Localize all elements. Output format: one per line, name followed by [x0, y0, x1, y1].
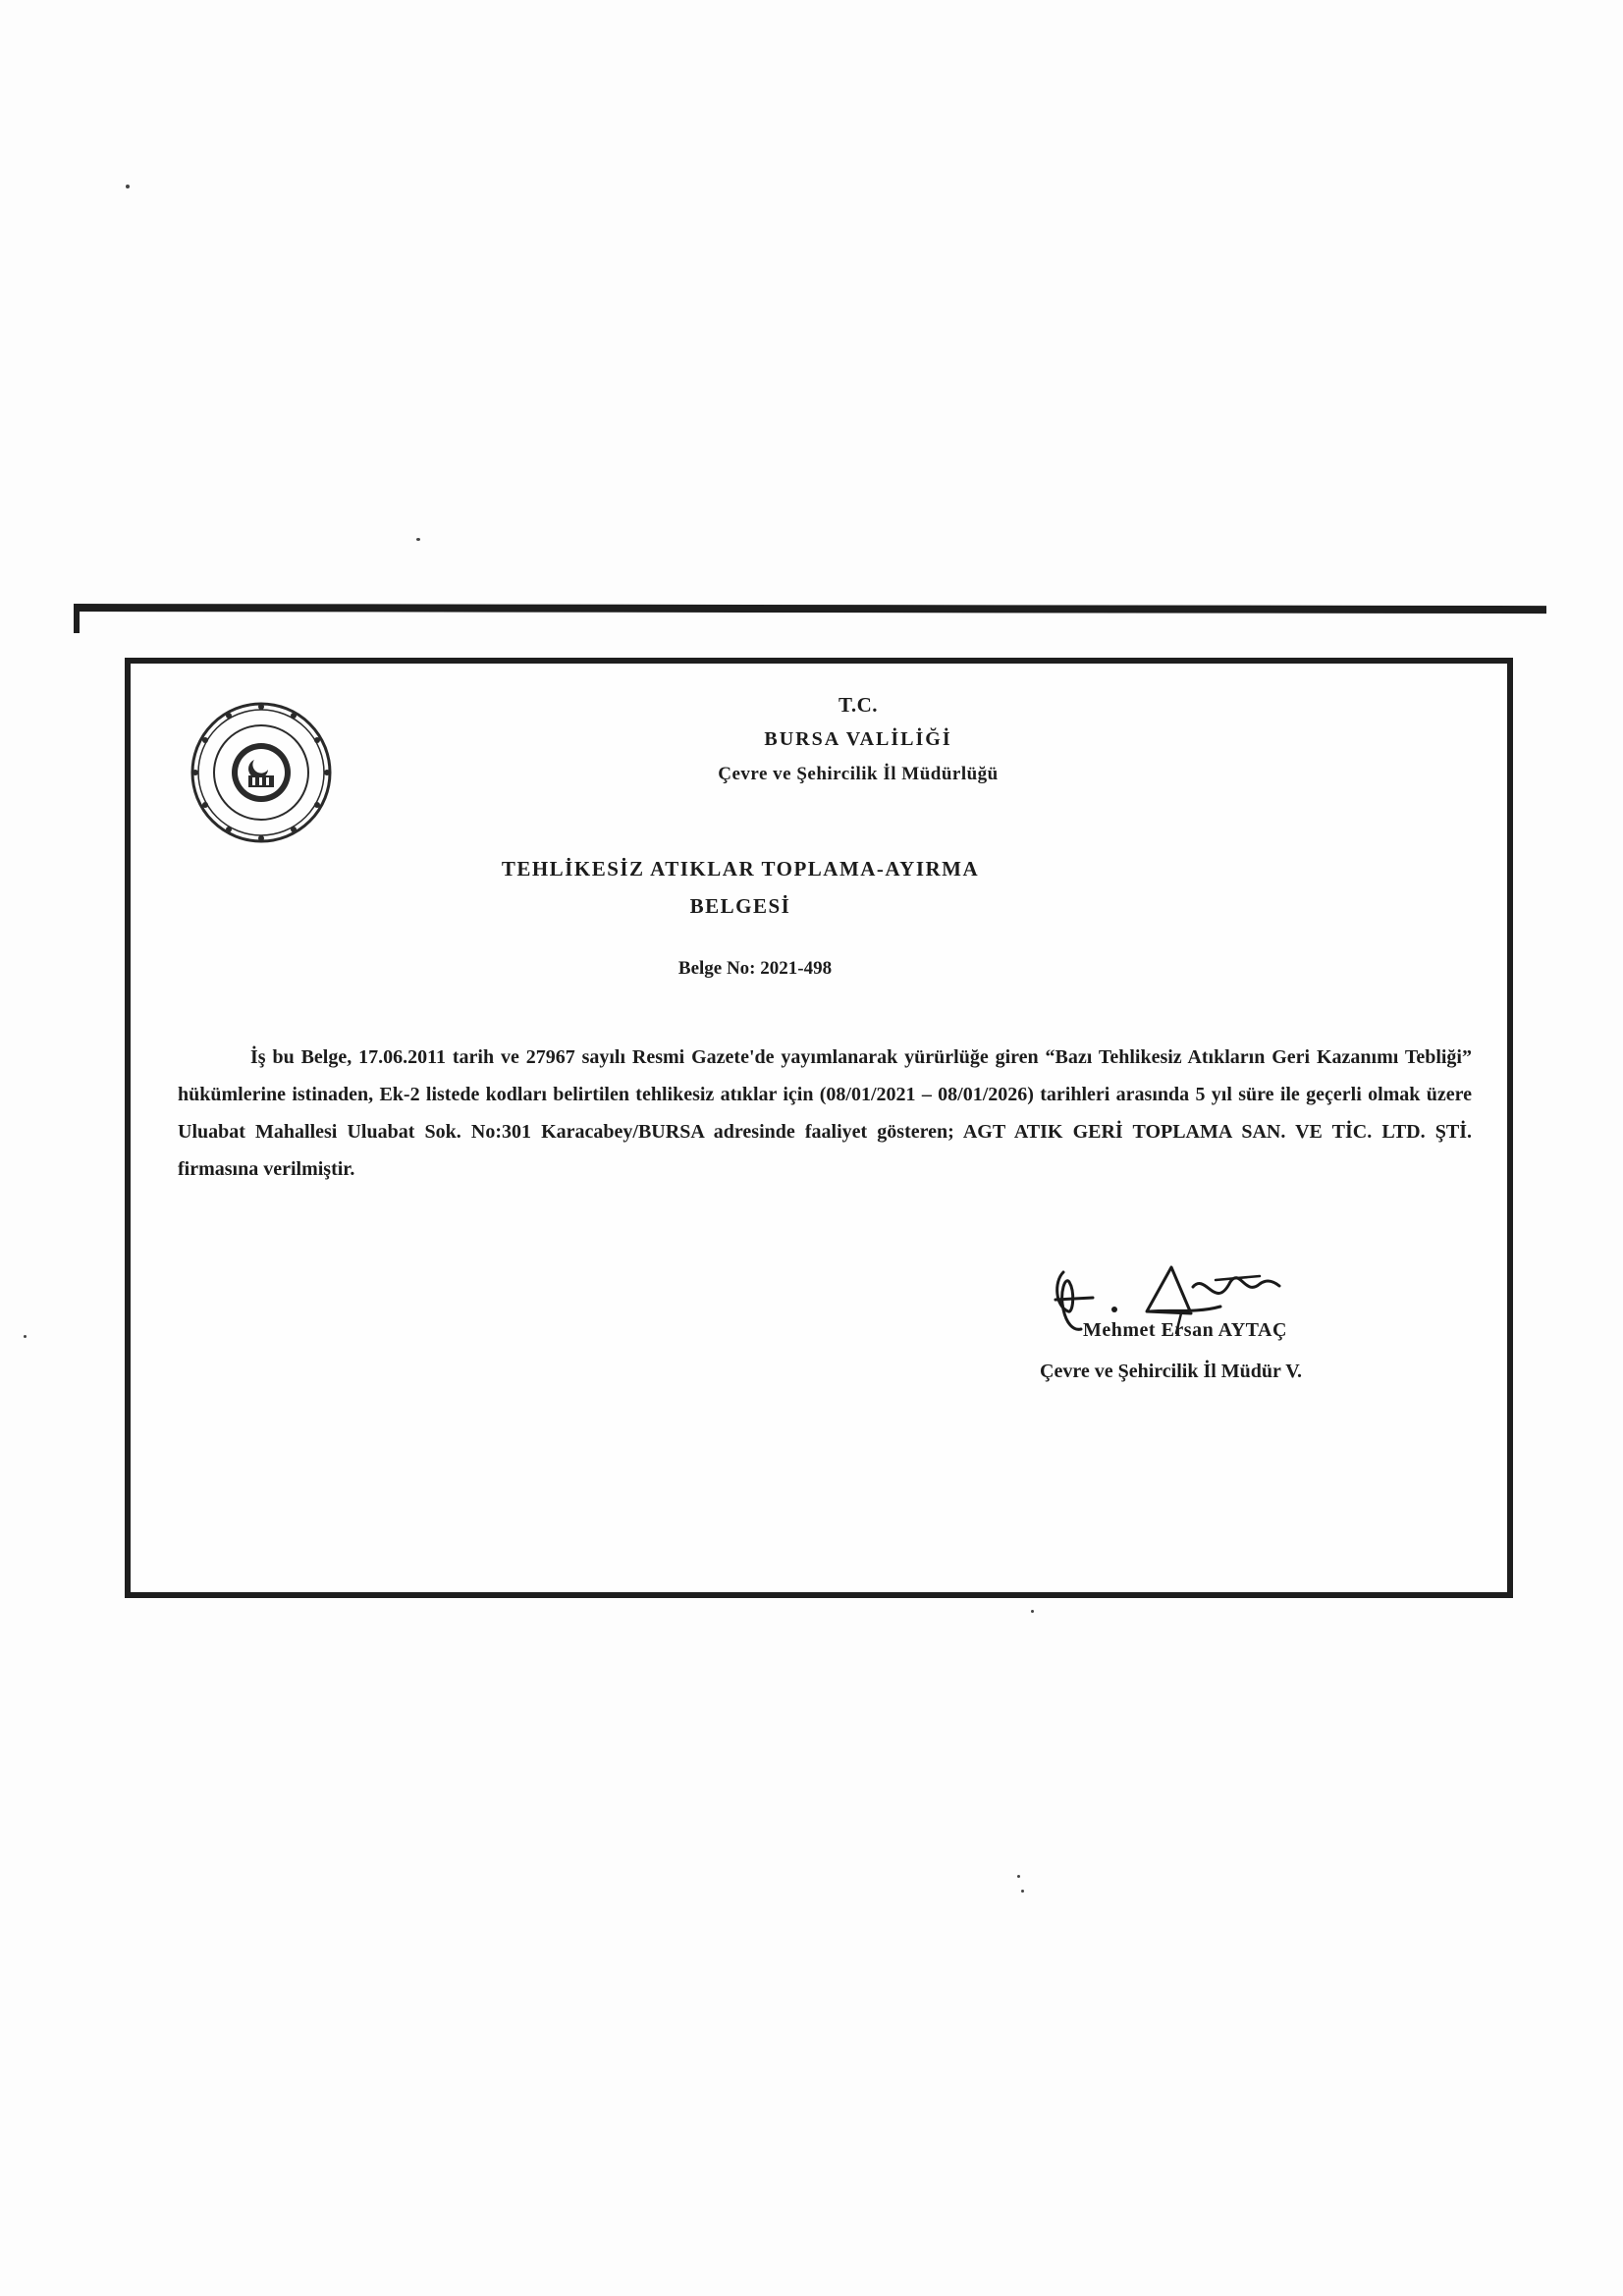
governorship-heading: BURSA VALİLİĞİ	[764, 728, 952, 750]
scan-speck	[24, 1335, 27, 1338]
country-heading: T.C.	[838, 693, 879, 717]
document-title	[131, 850, 1507, 925]
signer-title: Çevre ve Şehircilik İl Müdür V.	[1040, 1361, 1303, 1382]
signature-block	[995, 1253, 1486, 1410]
document-number: Belge No: 2021-498	[677, 958, 833, 979]
directorate-heading: Çevre ve Şehircilik İl Müdürlüğü	[718, 764, 999, 784]
title-line-1: TEHLİKESİZ ATIKLAR TOPLAMA-AYIRMA	[501, 857, 980, 881]
scan-speck	[126, 185, 130, 188]
title-line-2: BELGESİ	[689, 894, 791, 918]
scan-speck	[1031, 1610, 1034, 1613]
scan-edge-line	[74, 604, 1546, 614]
scan-speck	[1017, 1875, 1020, 1878]
signer-name: Mehmet Ersan AYTAÇ	[1083, 1319, 1287, 1341]
certificate-body-text: İş bu Belge, 17.06.2011 tarih ve 27967 sayılı Resmi Gazete'de yayımlanarak yürürlüğe giren “Bazı Tehlikesiz Atıkların Geri Kazanımı Tebliği” hükümlerine istinaden, Ek-2 listede kodları belirtilen tehlikesiz atıklar için (08/01/2021 – 08/01/2026) tarihleri arasında 5 yıl süre ile geçerli olmak üzere Uluabat Mahallesi Uluabat Sok. No:301 Karacabey/BURSA adresinde faaliyet gösteren; AGT ATIK GERİ TOPLAMA SAN. VE TİC. LTD. ŞTİ. firmasına verilmiştir.	[178, 1046, 1472, 1180]
document-header	[131, 688, 1507, 791]
scan-speck	[416, 538, 420, 541]
certificate-frame	[125, 658, 1513, 1598]
scan-edge-tick	[74, 604, 80, 633]
scan-speck	[1021, 1890, 1024, 1893]
